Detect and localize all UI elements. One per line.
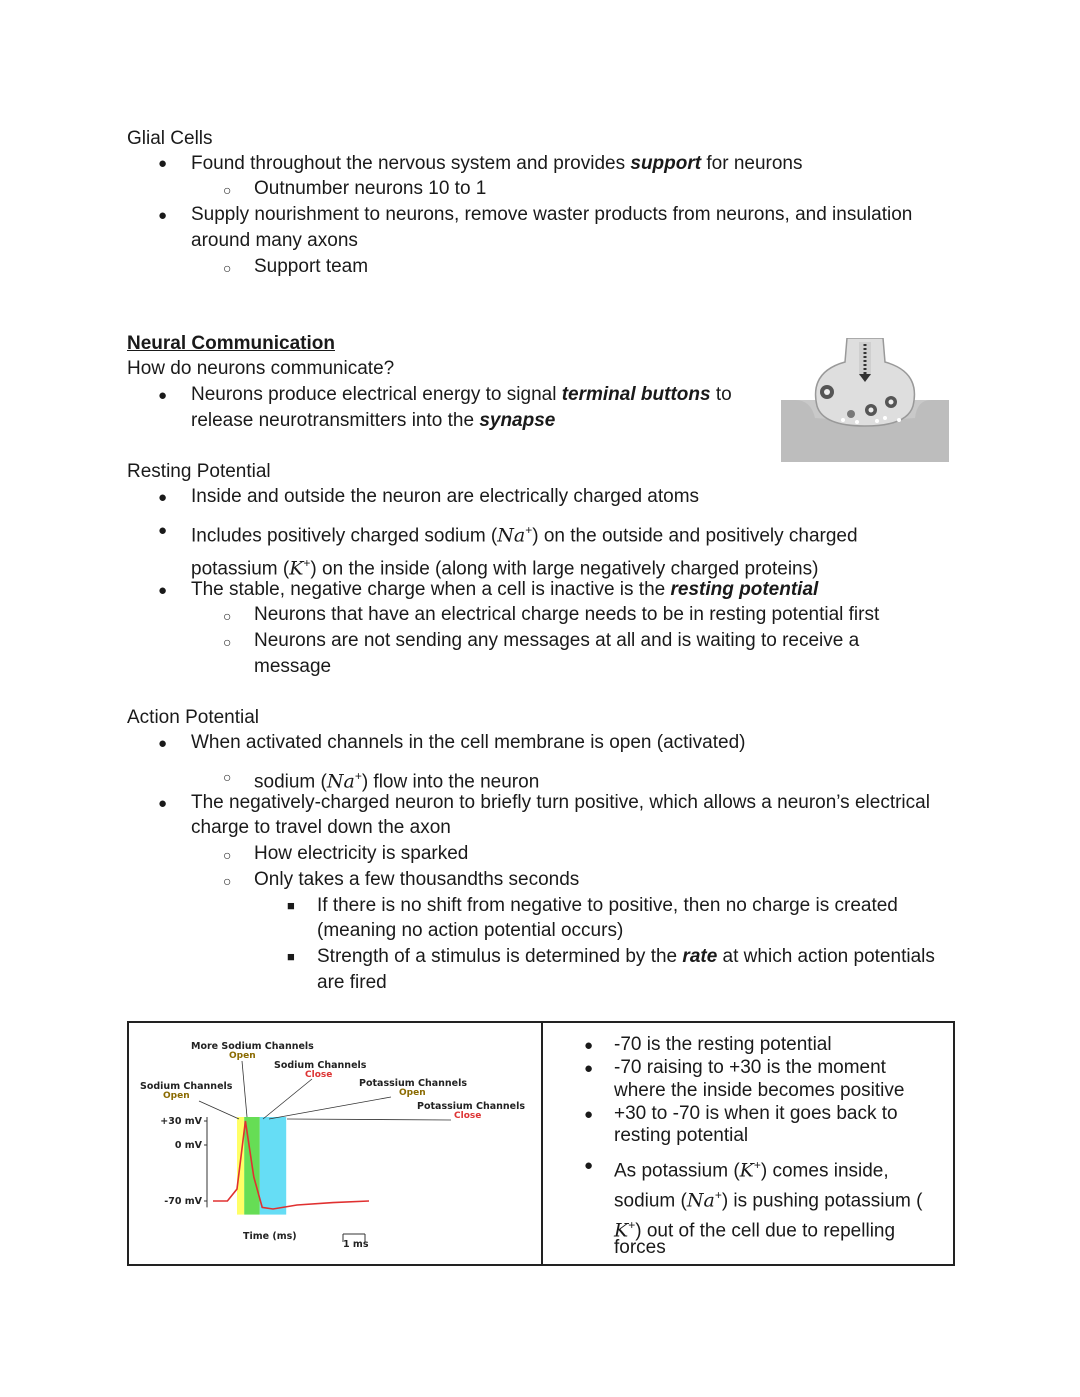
action-square-1-line2: (meaning no action potential occurs) [317,920,624,941]
note-4-line2: sodium (Na+) is pushing potassium ( [614,1188,923,1212]
pointer-line [242,1061,247,1117]
note-3-line1: +30 to -70 is when it goes back to [614,1103,898,1124]
note-2-line1: -70 raising to +30 is the moment [614,1057,886,1078]
resting-sub-2-line2: message [254,656,332,677]
bullet-circle: ○ [223,182,232,198]
note-4-line1: As potassium (K+) comes inside, [614,1158,889,1182]
annotation-sodium-open-state: Open [163,1091,190,1101]
resting-bullet-2-line1: Includes positively charged sodium (Na+) on the outside and positively charged [191,523,858,547]
annotation-more-sodium-name: More Sodium Channels [191,1041,314,1052]
action-heading: Action Potential [127,707,260,728]
resting-bullet-2-line2: potassium (K+) on the inside (along with large negatively charged proteins) [191,556,819,580]
repolarization-zone [260,1117,286,1215]
bullet-dot: ● [158,155,168,172]
annotation-potassium-open-name: Potassium Channels [359,1078,468,1089]
pointer-line [199,1101,239,1119]
bullet-square: ■ [287,898,295,913]
glial-heading: Glial Cells [127,128,213,149]
bullet-dot: ● [584,1060,594,1077]
action-sub-2: Only takes a few thousandths seconds [254,869,580,890]
bullet-circle: ○ [223,873,232,889]
note-3-line2: resting potential [614,1125,749,1146]
annotation-sodium-close-state: Close [305,1070,333,1080]
annotation-potassium-close-name: Potassium Channels [417,1101,526,1112]
note-2-line2: where the inside becomes positive [614,1080,905,1101]
resting-sub-2-line1: Neurons are not sending any messages at all and is waiting to receive a [254,630,860,651]
glial-bullet-2-line1: Supply nourishment to neurons, remove waster products from neurons, and insulation [191,204,913,225]
bullet-circle: ○ [223,608,232,624]
y-tick-label: +30 mV [160,1116,202,1127]
synapse-illustration [781,338,949,462]
scale-label: 1 ms [343,1239,369,1250]
bullet-circle: ○ [223,634,232,650]
bullet-dot: ● [158,582,168,599]
annotation-sodium-close-name: Sodium Channels [274,1060,367,1071]
resting-sub-1: Neurons that have an electrical charge needs to be in resting potential first [254,604,880,625]
action-sub-sodium: sodium (Na+) flow into the neuron [254,769,540,793]
bullet-square: ■ [287,949,295,964]
pointer-line [263,1079,312,1119]
bullet-dot: ● [158,387,168,404]
action-potential-table [127,1021,955,1266]
annotation-more-sodium-state: Open [229,1051,256,1061]
chart-cell [128,1022,542,1265]
neural-heading: Neural Communication [127,333,335,354]
notes-cell [542,1022,954,1265]
bullet-dot: ● [158,207,168,224]
action-potential-chart [129,1023,539,1264]
action-bullet-2-line2: charge to travel down the axon [191,817,451,838]
bullet-circle: ○ [223,260,232,276]
bullet-dot: ● [158,522,168,539]
y-tick-label: 0 mV [174,1140,202,1151]
glial-bullet-2-line2: around many axons [191,230,358,251]
neural-bullet-line1: Neurons produce electrical energy to signal terminal buttons to [191,384,732,405]
annotation-potassium-open-state: Open [399,1088,426,1098]
bullet-circle: ○ [223,769,232,785]
action-square-2-line1: Strength of a stimulus is determined by the rate at which action potentials [317,946,935,967]
action-square-2-line2: are fired [317,972,387,993]
bullet-dot: ● [158,735,168,752]
bullet-dot: ● [584,1106,594,1123]
neural-bullet-line2: release neurotransmitters into the synapse [191,410,556,431]
neural-question: How do neurons communicate? [127,358,395,379]
action-bullet-2-line1: The negatively-charged neuron to briefly turn positive, which allows a neuron’s electrical [191,792,930,813]
action-sub-1: How electricity is sparked [254,843,469,864]
note-1: -70 is the resting potential [614,1034,832,1055]
note-4-line4: forces [614,1237,666,1258]
resting-heading: Resting Potential [127,461,271,482]
bullet-dot: ● [584,1157,594,1174]
note-4-line3: K+) out of the cell due to repelling [614,1218,896,1242]
action-bullet-1: When activated channels in the cell membrane is open (activated) [191,732,746,753]
y-tick-label: -70 mV [164,1196,202,1207]
glial-sub-1: Outnumber neurons 10 to 1 [254,178,487,199]
x-axis-label: Time (ms) [243,1231,297,1242]
bullet-dot: ● [158,795,168,812]
action-square-1-line1: If there is no shift from negative to positive, then no charge is created [317,895,898,916]
annotation-potassium-close-state: Close [454,1111,482,1121]
resting-bullet-3: The stable, negative charge when a cell is inactive is the resting potential [191,579,819,600]
membrane-potential-line [213,1121,369,1209]
glial-bullet-1: Found throughout the nervous system and provides support for neurons [191,153,803,174]
bullet-dot: ● [584,1037,594,1054]
glial-sub-2: Support team [254,256,369,277]
bullet-circle: ○ [223,847,232,863]
annotation-sodium-open-name: Sodium Channels [140,1081,233,1092]
bullet-dot: ● [158,489,168,506]
pointer-line [287,1119,451,1120]
resting-bullet-1: Inside and outside the neuron are electrically charged atoms [191,486,700,507]
pointer-line [269,1097,391,1119]
